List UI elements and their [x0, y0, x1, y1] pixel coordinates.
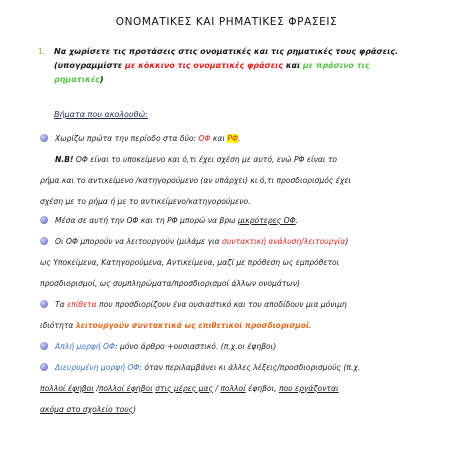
step-6-line-2	[40, 380, 432, 397]
example-5-cont: ακόμα στο σχολείο τους	[40, 405, 134, 414]
step-1-text: Χωρίζω πρώτα την περίοδο στα δύο:	[55, 134, 199, 143]
example-3: στις μέρες μας	[155, 384, 213, 393]
step-4-line-2-start: ιδιότητα	[40, 321, 76, 330]
bullet-icon	[40, 363, 48, 371]
step-4-orange: λειτουργούν συντακτικά ως επιθετικοί προσδιορισμοί	[75, 321, 309, 330]
question-line-1: Να χωρίσετε τις προτάσεις στις ονοματικές και τις ρηματικές τους φράσεις.	[54, 47, 398, 56]
question-line-2-mid: και	[283, 61, 303, 70]
step-4-mid: που προσδιορίζουν ένα ουσιαστικό και του αποδίδουν μια μόνιμη	[96, 300, 347, 309]
step-2-end: .	[295, 216, 299, 225]
question-number: 1.	[38, 47, 46, 56]
question-close: )	[99, 75, 104, 84]
question-text	[38, 45, 430, 87]
nb-line-1: ΟΦ είναι το υποκείμενο και ό,τι έχει σχέση με αυτό, ενώ ΡΦ είναι το	[73, 155, 338, 164]
example-4: πολλοί	[220, 384, 246, 393]
step-item-6	[40, 359, 432, 376]
step-2-underlined: μικρότερες ΟΦ	[237, 216, 296, 225]
step-4-red: επίθετα	[67, 300, 97, 309]
step-4-text: Τα	[55, 300, 68, 309]
bullet-icon	[40, 342, 48, 350]
step-3-red: συντακτική ανάλυση/λειτουργία	[222, 237, 346, 246]
green-instruction-end: ρηματικές	[54, 75, 100, 84]
example-5: που εργάζονται	[278, 384, 339, 393]
step-1-of: ΟΦ	[198, 134, 211, 143]
bullet-icon	[40, 300, 48, 308]
nb-line-3: σχέση με το ρήμα ή με το αντικείμενο/κατηγορούμενο.	[40, 197, 251, 206]
step-4-line-2-end: .	[308, 321, 312, 330]
step-6-line-3	[40, 401, 432, 418]
step-5-blue: Απλή μορφή ΟΦ	[55, 342, 115, 351]
bullet-icon	[40, 216, 48, 224]
bullet-icon	[40, 237, 48, 245]
step-1-mid: και	[210, 134, 228, 143]
step-3-line-3: προσδιορισμοί, ως συμπληρώματα/προσδιορισμοί άλλων ονομάτων)	[40, 279, 300, 288]
step-4-line-2	[40, 317, 432, 334]
question-1	[38, 45, 430, 87]
nb-line-2: ρήμα και το αντικείμενο /κατηγορούμενο (αν υπάρχει) κι ό,τι προσδιορισμός έχει	[40, 176, 351, 185]
step-item-5	[40, 338, 432, 355]
step-item-1	[40, 130, 432, 147]
step-1-rf: ΡΦ	[227, 134, 238, 143]
step-3-end: )	[345, 237, 349, 246]
nb-label: Ν.Β!	[55, 155, 74, 164]
nb-note	[40, 151, 432, 168]
step-5-text: : μόνο άρθρο +ουσιαστικό. (π.χ.οι έφηβοι)	[114, 342, 277, 351]
step-6-blue: Διευρυμένη μορφή ΟΦ	[55, 363, 140, 372]
step-6-text: : όταν περιλαμβάνει κι άλλες λέξεις/προσδιορισμούς (π.χ.	[139, 363, 361, 372]
red-instruction: με κόκκινο τις ονοματικές φράσεις	[125, 61, 284, 70]
green-instruction: με πράσινο τις	[302, 61, 370, 70]
step-item-3	[40, 233, 432, 250]
step-6-close: )	[133, 405, 137, 414]
step-1-end: .	[237, 134, 241, 143]
example-2: πολλοί έφηβοι	[98, 384, 153, 393]
step-3-line-2: ως Υποκείμενα, Κατηγορούμενα, Αντικείμενα, μαζί με πρόθεση ως εμπρόθετοι	[40, 258, 340, 267]
step-item-2	[40, 212, 432, 229]
sep-3: /	[212, 384, 221, 393]
steps-heading: Βήματα που ακολουθώ:	[54, 110, 148, 119]
sep-1: /	[93, 384, 99, 393]
question-line-2-open: (υπογραμμίστε	[54, 61, 126, 70]
step-item-4	[40, 296, 432, 313]
sep-4: έφηβοι,	[245, 384, 279, 393]
step-3-text: Οι ΟΦ μπορούν να λειτουργούν (μιλάμε για	[55, 237, 223, 246]
example-1: πολλοί έφηβοι	[40, 384, 94, 393]
page-title: ΟΝΟΜΑΤΙΚΕΣ ΚΑΙ ΡΗΜΑΤΙΚΕΣ ΦΡΑΣΕΙΣ	[115, 16, 338, 28]
bullet-icon	[40, 134, 48, 142]
step-2-text: Μέσα σε αυτή την ΟΦ και τη ΡΦ μπορώ να βρω	[55, 216, 238, 225]
